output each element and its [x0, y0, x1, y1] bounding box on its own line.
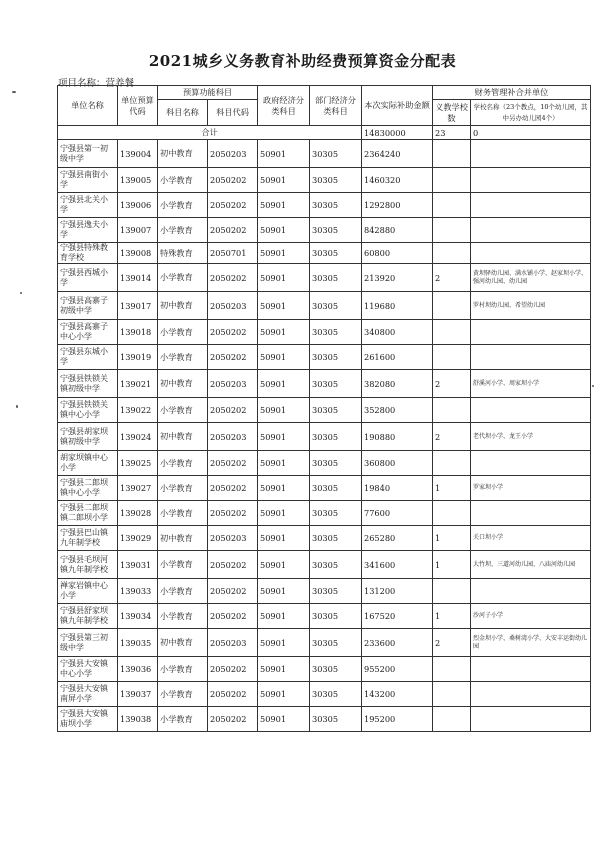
- subject-code: 2050203: [208, 370, 258, 398]
- school-name: 宁强县巴山镇九年制学校: [58, 526, 118, 551]
- unit-code: 139008: [118, 243, 158, 264]
- school-name: 宁强县大安镇南屏小学: [58, 682, 118, 707]
- dept-econ-code: 30305: [310, 140, 362, 168]
- page-title: 2021城乡义务教育补助经费预算资金分配表: [148, 52, 457, 70]
- dept-econ-code: 30305: [310, 451, 362, 476]
- school-name: 宁强县舒家坝镇九年制学校: [58, 604, 118, 629]
- merged-schools: 罗家坝小学: [471, 476, 591, 501]
- school-count: [433, 451, 471, 476]
- header-school-names: 学校名称（23个教点，10个幼儿园，其中另办幼儿园4个）: [471, 100, 591, 126]
- table-row: [58, 168, 591, 193]
- school-name: 宁强县铁锁关镇中心小学: [58, 398, 118, 423]
- gov-econ-code: 50901: [258, 320, 310, 345]
- school-name: 宁强县特殊教育学校: [58, 243, 118, 264]
- header-unit-name: 单位名称: [58, 86, 118, 126]
- gov-econ-code: 50901: [258, 218, 310, 243]
- school-count: [433, 501, 471, 526]
- table-row: [58, 501, 591, 526]
- gov-econ-code: 50901: [258, 476, 310, 501]
- gov-econ-code: 50901: [258, 707, 310, 732]
- header-finance-group: 财务管理补合并单位: [433, 86, 591, 100]
- subject-code: 2050202: [208, 476, 258, 501]
- school-count: 1: [433, 476, 471, 501]
- table-row: [58, 476, 591, 501]
- school-count: [433, 579, 471, 604]
- merged-schools: [471, 320, 591, 345]
- amount: 341600: [362, 551, 433, 579]
- school-name: 宁强县大安镇庙坝小学: [58, 707, 118, 732]
- amount: 955200: [362, 657, 433, 682]
- gov-econ-code: 50901: [258, 451, 310, 476]
- subject-code: 2050701: [208, 243, 258, 264]
- merged-schools: [471, 657, 591, 682]
- school-name: 宁强县二郎坝镇二郎坝小学: [58, 501, 118, 526]
- school-count: [433, 682, 471, 707]
- dept-econ-code: 30305: [310, 476, 362, 501]
- table-row: [58, 682, 591, 707]
- header-subject-name: 科目名称: [158, 100, 208, 126]
- table-row: [58, 320, 591, 345]
- subject-name: 小学教育: [158, 398, 208, 423]
- unit-code: 139006: [118, 193, 158, 218]
- subject-name: 小学教育: [158, 218, 208, 243]
- dept-econ-code: 30305: [310, 320, 362, 345]
- subject-code: 2050202: [208, 604, 258, 629]
- merged-schools: [471, 398, 591, 423]
- subject-name: 初中教育: [158, 370, 208, 398]
- unit-code: 139017: [118, 292, 158, 320]
- gov-econ-code: 50901: [258, 345, 310, 370]
- school-count: 1: [433, 604, 471, 629]
- total-other: 0: [471, 126, 591, 140]
- merged-schools: [471, 451, 591, 476]
- project-name: 项目名称：营养餐: [58, 78, 135, 89]
- dept-econ-code: 30305: [310, 551, 362, 579]
- merged-schools: 沙河子小学: [471, 604, 591, 629]
- table-row: [58, 292, 591, 320]
- table-row: [58, 707, 591, 732]
- school-name: 宁强县东城小学: [58, 345, 118, 370]
- header-gov-econ: 政府经济分类科目: [258, 86, 310, 126]
- table-row: [58, 629, 591, 657]
- subject-name: 初中教育: [158, 629, 208, 657]
- unit-code: 139022: [118, 398, 158, 423]
- amount: 842880: [362, 218, 433, 243]
- merged-schools: 关口坝小学: [471, 526, 591, 551]
- gov-econ-code: 50901: [258, 264, 310, 292]
- merged-schools: [471, 501, 591, 526]
- subject-name: 小学教育: [158, 657, 208, 682]
- school-name: 宁强县铁锁关镇初级中学: [58, 370, 118, 398]
- gov-econ-code: 50901: [258, 140, 310, 168]
- table-row: [58, 551, 591, 579]
- budget-table: [57, 85, 591, 732]
- subject-name: 初中教育: [158, 423, 208, 451]
- subject-code: 2050202: [208, 320, 258, 345]
- school-count: [433, 193, 471, 218]
- dept-econ-code: 30305: [310, 264, 362, 292]
- table-row: [58, 451, 591, 476]
- dept-econ-code: 30305: [310, 579, 362, 604]
- total-label: 合计: [58, 126, 362, 140]
- scan-speck: [12, 91, 16, 93]
- table-row: [58, 345, 591, 370]
- gov-econ-code: 50901: [258, 551, 310, 579]
- unit-code: 139035: [118, 629, 158, 657]
- header-amount: 本次实际补助金额: [362, 86, 433, 126]
- subject-name: 小学教育: [158, 604, 208, 629]
- school-count: 2: [433, 423, 471, 451]
- dept-econ-code: 30305: [310, 629, 362, 657]
- amount: 360800: [362, 451, 433, 476]
- amount: 233600: [362, 629, 433, 657]
- subject-code: 2050202: [208, 218, 258, 243]
- school-name: 宁强县第三初级中学: [58, 629, 118, 657]
- school-count: 2: [433, 264, 471, 292]
- gov-econ-code: 50901: [258, 292, 310, 320]
- merged-schools: [471, 218, 591, 243]
- amount: 340800: [362, 320, 433, 345]
- scan-speck: [16, 405, 18, 408]
- amount: 60800: [362, 243, 433, 264]
- dept-econ-code: 30305: [310, 707, 362, 732]
- dept-econ-code: 30305: [310, 604, 362, 629]
- header-dept-econ: 部门经济分类科目: [310, 86, 362, 126]
- unit-code: 139028: [118, 501, 158, 526]
- subject-name: 小学教育: [158, 451, 208, 476]
- subject-code: 2050202: [208, 551, 258, 579]
- subject-name: 小学教育: [158, 264, 208, 292]
- gov-econ-code: 50901: [258, 168, 310, 193]
- unit-code: 139025: [118, 451, 158, 476]
- amount: 352800: [362, 398, 433, 423]
- gov-econ-code: 50901: [258, 193, 310, 218]
- subject-code: 2050202: [208, 682, 258, 707]
- subject-name: 初中教育: [158, 292, 208, 320]
- merged-schools: 舒溪河小学、周家坝小学: [471, 370, 591, 398]
- unit-code: 139007: [118, 218, 158, 243]
- unit-code: 139004: [118, 140, 158, 168]
- merged-schools: [471, 243, 591, 264]
- school-name: 胡家坝镇中心小学: [58, 451, 118, 476]
- subject-name: 小学教育: [158, 345, 208, 370]
- school-name: 禅家岩镇中心小学: [58, 579, 118, 604]
- table-row: [58, 398, 591, 423]
- subject-name: 小学教育: [158, 320, 208, 345]
- gov-econ-code: 50901: [258, 423, 310, 451]
- subject-code: 2050203: [208, 423, 258, 451]
- merged-schools: [471, 579, 591, 604]
- amount: 19840: [362, 476, 433, 501]
- unit-code: 139029: [118, 526, 158, 551]
- gov-econ-code: 50901: [258, 682, 310, 707]
- gov-econ-code: 50901: [258, 604, 310, 629]
- gov-econ-code: 50901: [258, 657, 310, 682]
- merged-schools: 烈金坝小学、桑树湾小学、大安丰运街幼儿园: [471, 629, 591, 657]
- header-school-count: 义教学校数: [433, 100, 471, 126]
- scan-speck: [20, 292, 22, 294]
- amount: 1460320: [362, 168, 433, 193]
- total-row: [58, 126, 591, 140]
- school-count: [433, 707, 471, 732]
- subject-code: 2050203: [208, 292, 258, 320]
- unit-code: 139037: [118, 682, 158, 707]
- subject-name: 小学教育: [158, 168, 208, 193]
- table-row: [58, 264, 591, 292]
- unit-code: 139021: [118, 370, 158, 398]
- table-row: [58, 243, 591, 264]
- dept-econ-code: 30305: [310, 398, 362, 423]
- dept-econ-code: 30305: [310, 193, 362, 218]
- subject-code: 2050202: [208, 345, 258, 370]
- amount: 213920: [362, 264, 433, 292]
- school-count: 2: [433, 370, 471, 398]
- subject-code: 2050202: [208, 168, 258, 193]
- school-count: [433, 345, 471, 370]
- amount: 261600: [362, 345, 433, 370]
- merged-schools: [471, 345, 591, 370]
- amount: 2364240: [362, 140, 433, 168]
- gov-econ-code: 50901: [258, 579, 310, 604]
- school-name: 宁强县北关小学: [58, 193, 118, 218]
- gov-econ-code: 50901: [258, 370, 310, 398]
- school-count: [433, 292, 471, 320]
- gov-econ-code: 50901: [258, 629, 310, 657]
- school-count: [433, 243, 471, 264]
- school-name: 宁强县逸夫小学: [58, 218, 118, 243]
- merged-schools: [471, 168, 591, 193]
- dept-econ-code: 30305: [310, 682, 362, 707]
- school-count: [433, 140, 471, 168]
- amount: 167520: [362, 604, 433, 629]
- header-unit-code: 单位预算代码: [118, 86, 158, 126]
- school-name: 宁强县胡家坝镇初级中学: [58, 423, 118, 451]
- school-name: 宁强县大安镇中心小学: [58, 657, 118, 682]
- table-row: [58, 657, 591, 682]
- amount: 1292800: [362, 193, 433, 218]
- unit-code: 139034: [118, 604, 158, 629]
- table-row: [58, 218, 591, 243]
- unit-code: 139036: [118, 657, 158, 682]
- unit-code: 139031: [118, 551, 158, 579]
- subject-code: 2050202: [208, 657, 258, 682]
- unit-code: 139014: [118, 264, 158, 292]
- gov-econ-code: 50901: [258, 501, 310, 526]
- subject-name: 初中教育: [158, 526, 208, 551]
- school-name: 宁强县二郎坝镇中心小学: [58, 476, 118, 501]
- subject-code: 2050203: [208, 526, 258, 551]
- table-row: [58, 370, 591, 398]
- amount: 77600: [362, 501, 433, 526]
- dept-econ-code: 30305: [310, 243, 362, 264]
- merged-schools: 大竹坝、三道河幼儿园、八庙河幼儿园: [471, 551, 591, 579]
- unit-code: 139027: [118, 476, 158, 501]
- gov-econ-code: 50901: [258, 526, 310, 551]
- dept-econ-code: 30305: [310, 526, 362, 551]
- subject-name: 小学教育: [158, 707, 208, 732]
- unit-code: 139018: [118, 320, 158, 345]
- subject-code: 2050203: [208, 140, 258, 168]
- subject-code: 2050202: [208, 264, 258, 292]
- merged-schools: [471, 193, 591, 218]
- scan-speck: [592, 385, 594, 387]
- dept-econ-code: 30305: [310, 370, 362, 398]
- gov-econ-code: 50901: [258, 243, 310, 264]
- table-row: [58, 193, 591, 218]
- unit-code: 139005: [118, 168, 158, 193]
- school-name: 宁强县第一初级中学: [58, 140, 118, 168]
- school-count: 1: [433, 551, 471, 579]
- total-amount: 14830000: [362, 126, 433, 140]
- merged-schools: 老代坝小学、龙王小学: [471, 423, 591, 451]
- subject-code: 2050202: [208, 579, 258, 604]
- header-function-group: 预算功能科目: [158, 86, 258, 100]
- school-count: [433, 320, 471, 345]
- gov-econ-code: 50901: [258, 398, 310, 423]
- subject-code: 2050202: [208, 451, 258, 476]
- amount: 143200: [362, 682, 433, 707]
- merged-schools: [471, 140, 591, 168]
- merged-schools: [471, 707, 591, 732]
- header-subject-code: 科目代码: [208, 100, 258, 126]
- subject-name: 小学教育: [158, 682, 208, 707]
- school-name: 宁强县高寨子中心小学: [58, 320, 118, 345]
- dept-econ-code: 30305: [310, 292, 362, 320]
- subject-name: 特殊教育: [158, 243, 208, 264]
- amount: 382080: [362, 370, 433, 398]
- subject-name: 小学教育: [158, 193, 208, 218]
- subject-code: 2050202: [208, 501, 258, 526]
- subject-code: 2050203: [208, 629, 258, 657]
- amount: 119680: [362, 292, 433, 320]
- subject-name: 小学教育: [158, 476, 208, 501]
- amount: 131200: [362, 579, 433, 604]
- unit-code: 139038: [118, 707, 158, 732]
- school-name: 宁强县西城小学: [58, 264, 118, 292]
- subject-code: 2050202: [208, 398, 258, 423]
- total-school-count: 23: [433, 126, 471, 140]
- table-row: [58, 526, 591, 551]
- subject-name: 小学教育: [158, 551, 208, 579]
- dept-econ-code: 30305: [310, 218, 362, 243]
- subject-name: 小学教育: [158, 579, 208, 604]
- school-count: [433, 657, 471, 682]
- dept-econ-code: 30305: [310, 501, 362, 526]
- school-name: 宁强县高寨子初级中学: [58, 292, 118, 320]
- unit-code: 139019: [118, 345, 158, 370]
- merged-schools: 黄坝驿幼儿园、满水铺小学、赵家坝小学、强河幼儿园、幼儿园: [471, 264, 591, 292]
- merged-schools: 罗村坝幼儿园、希望幼儿园: [471, 292, 591, 320]
- table-row: [58, 140, 591, 168]
- subject-name: 小学教育: [158, 501, 208, 526]
- subject-name: 初中教育: [158, 140, 208, 168]
- subject-code: 2050202: [208, 707, 258, 732]
- amount: 195200: [362, 707, 433, 732]
- table-row: [58, 579, 591, 604]
- subject-code: 2050202: [208, 193, 258, 218]
- school-count: [433, 398, 471, 423]
- school-name: 宁强县南街小学: [58, 168, 118, 193]
- school-count: 1: [433, 526, 471, 551]
- amount: 265280: [362, 526, 433, 551]
- dept-econ-code: 30305: [310, 345, 362, 370]
- dept-econ-code: 30305: [310, 168, 362, 193]
- amount: 190880: [362, 423, 433, 451]
- table-row: [58, 423, 591, 451]
- table-row: [58, 604, 591, 629]
- merged-schools: [471, 682, 591, 707]
- school-count: [433, 168, 471, 193]
- school-count: [433, 218, 471, 243]
- unit-code: 139033: [118, 579, 158, 604]
- dept-econ-code: 30305: [310, 423, 362, 451]
- school-count: 2: [433, 629, 471, 657]
- unit-code: 139024: [118, 423, 158, 451]
- dept-econ-code: 30305: [310, 657, 362, 682]
- school-name: 宁强县毛坝河镇九年制学校: [58, 551, 118, 579]
